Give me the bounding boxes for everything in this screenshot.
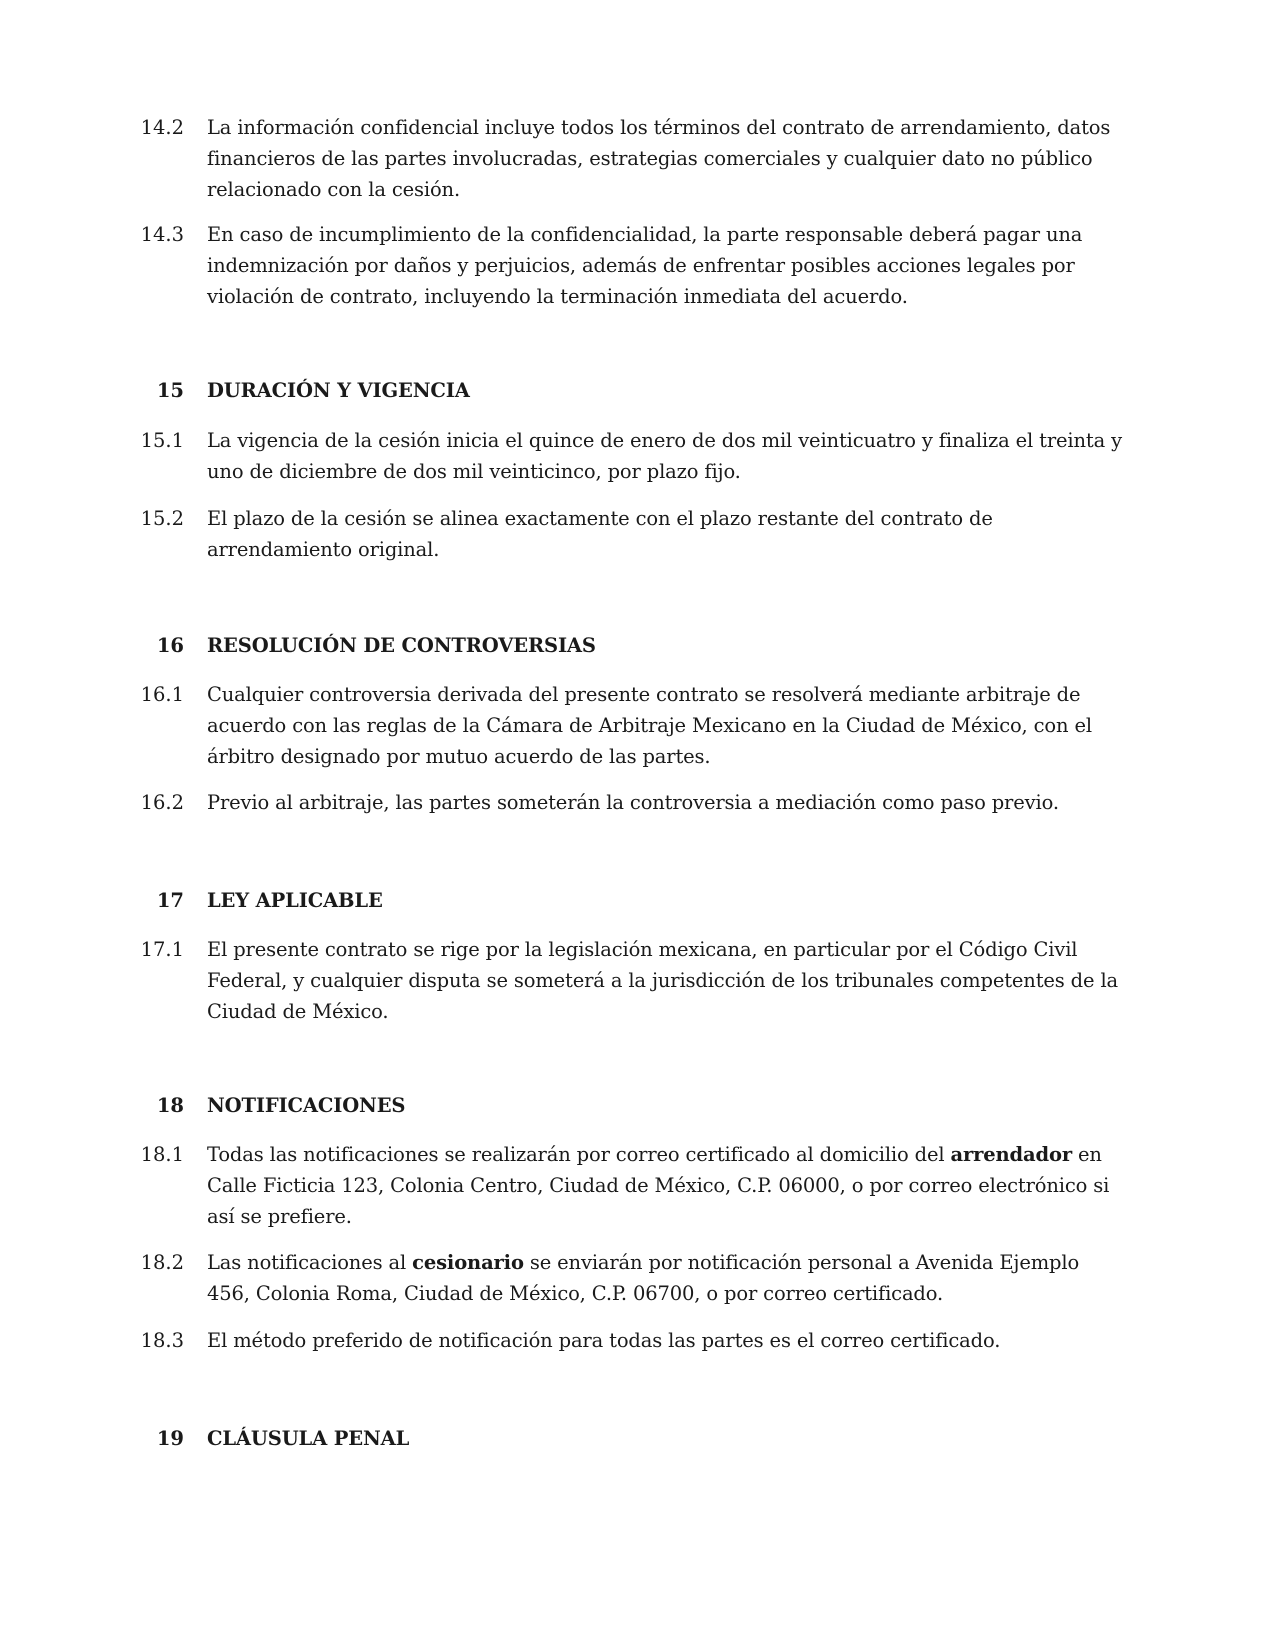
clause-18-1 [0, 1139, 1275, 1232]
clause-text-part: Las notificaciones al [207, 1251, 413, 1274]
section-heading-15 [0, 375, 1275, 406]
clause-number: 14.3 [140, 223, 184, 246]
clause-text-part: Todas las notificaciones se realizarán por correo certificado al domicilio del [207, 1143, 951, 1166]
section-title: DURACIÓN Y VIGENCIA [207, 379, 470, 402]
clause-number: 15.1 [140, 429, 184, 452]
clause-text: El método preferido de notificación para todas las partes es el correo certificado. [207, 1329, 1001, 1352]
section-number: 19 [156, 1427, 184, 1450]
clause-number: 18.1 [140, 1143, 184, 1166]
clause-text [207, 1139, 1127, 1232]
section-title: RESOLUCIÓN DE CONTROVERSIAS [207, 634, 596, 657]
party-name-arrendador: arrendador [950, 1143, 1072, 1166]
clause-16-2 [0, 787, 1275, 818]
clause-number: 16.1 [140, 683, 184, 706]
clause-number: 15.2 [140, 507, 184, 530]
clause-text: La información confidencial incluye todos los términos del contrato de arrendamiento, datos financieros de las partes involucradas, estrategias comerciales y cualquier dato no público relacionado con la cesión. [207, 116, 1111, 201]
clause-17-1 [0, 934, 1275, 1027]
clause-text: En caso de incumplimiento de la confidencialidad, la parte responsable deberá pagar una indemnización por daños y perjuicios, además de enfrentar posibles acciones legales por violación de contrato, incluyendo la terminación inmediata del acuerdo. [207, 223, 1083, 308]
clause-number: 16.2 [140, 791, 184, 814]
clause-18-3 [0, 1325, 1275, 1356]
clause-text: El plazo de la cesión se alinea exactamente con el plazo restante del contrato de arrendamiento original. [207, 507, 993, 561]
section-heading-19 [0, 1423, 1275, 1454]
section-heading-16 [0, 630, 1275, 661]
clause-text: La vigencia de la cesión inicia el quince de enero de dos mil veinticuatro y finaliza el treinta y uno de diciembre de dos mil veinticinco, por plazo fijo. [207, 429, 1122, 483]
party-name-cesionario: cesionario [412, 1251, 524, 1274]
clause-number: 14.2 [140, 116, 184, 139]
clause-number: 18.2 [140, 1251, 184, 1274]
clause-text: Previo al arbitraje, las partes someterán la controversia a mediación como paso previo. [207, 791, 1059, 814]
section-heading-18 [0, 1090, 1275, 1121]
clause-18-2 [0, 1247, 1275, 1309]
clause-number: 18.3 [140, 1329, 184, 1352]
clause-text: El presente contrato se rige por la legislación mexicana, en particular por el Código Civil Federal, y cualquier disputa se someterá a la jurisdicción de los tribunales competentes de la Ciudad de México. [207, 938, 1119, 1023]
section-title: LEY APLICABLE [207, 889, 383, 912]
clause-text [207, 1247, 1127, 1309]
section-title: NOTIFICACIONES [207, 1094, 406, 1117]
section-number: 18 [156, 1094, 184, 1117]
clause-number: 17.1 [140, 938, 184, 961]
clause-15-1 [0, 425, 1275, 487]
section-number: 16 [156, 634, 184, 657]
section-number: 17 [156, 889, 184, 912]
section-heading-17 [0, 885, 1275, 916]
clause-14-3 [0, 219, 1275, 312]
clause-14-2 [0, 112, 1275, 205]
clause-text-part: en Calle Ficticia 123, Colonia Centro, Ciudad de México, C.P. 06000, o por correo electrónico si así se prefiere. [207, 1143, 1110, 1228]
clause-text-part: se enviarán por notificación personal a Avenida Ejemplo 456, Colonia Roma, Ciudad de México, C.P. 06700, o por correo certificado. [207, 1251, 1080, 1305]
section-number: 15 [156, 379, 184, 402]
clause-text: Cualquier controversia derivada del presente contrato se resolverá mediante arbitraje de acuerdo con las reglas de la Cámara de Arbitraje Mexicano en la Ciudad de México, con el árbitro designado por mutuo acuerdo de las partes. [207, 683, 1092, 768]
section-title: CLÁUSULA PENAL [207, 1427, 410, 1450]
clause-15-2 [0, 503, 1275, 565]
clause-16-1 [0, 679, 1275, 772]
